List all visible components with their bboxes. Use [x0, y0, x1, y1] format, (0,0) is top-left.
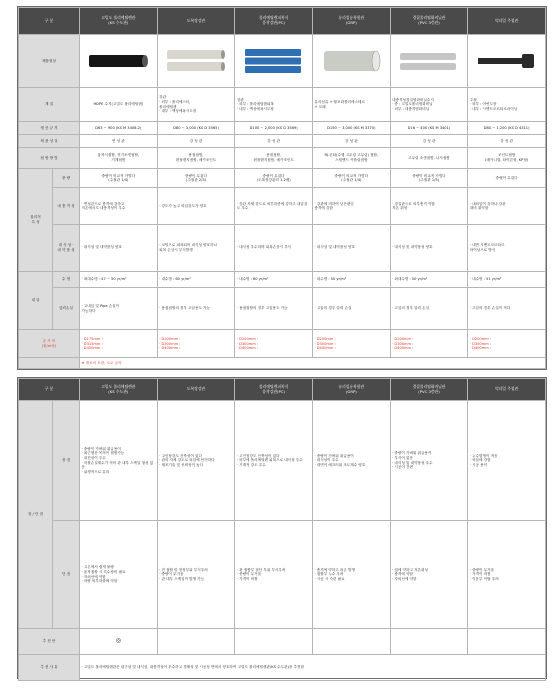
life-grp: · 내수명 : 50 yr/m²	[312, 271, 390, 287]
life-ductile: · 내수명 : 51 yr/m²	[468, 271, 546, 287]
recommend-mark-steel	[157, 629, 235, 655]
recommend-row	[19, 629, 546, 655]
pipe-photo-pe-coated	[235, 34, 313, 87]
corrosion-label: 내 식 성 · 내 약 품 성	[53, 224, 80, 271]
disadvantages-hdpe: · 고온에서 쉽게 불량 · 융착접합 시 특수장비 필요 · 자외선에 약함 · 차량 외부하중에 약함	[80, 521, 158, 629]
price-pvc: · D200mm : · D300mm : · D400mm :	[390, 330, 468, 358]
impact-ductile: · 내외압이 강하나 강관 대비 취약함	[468, 188, 546, 224]
weight-hdpe: 중량이 비교적 가볍다 (주철관 1/4)	[80, 169, 158, 188]
weight-grp: 중량이 비교적 가볍다 (주철관 1/4)	[312, 169, 390, 188]
price-label: 공 사 비 (원/m당)	[19, 330, 80, 358]
advantages-pe-coated: · 고인장강도 신축성이 있다 · 외부에 폴리에틸렌 피복으로 내식성 우수 · 기계적 강도 우수	[235, 401, 313, 521]
advantages-ductile: · 누수발생이 적음 · 외압에 강함 · 시공 용이	[468, 401, 546, 521]
corrosion-steel: · 코팅으로 피복되어 내식성 양호하나 피복 손상시 부식발생	[157, 224, 235, 271]
spec-pe-coated: D100 ~ 2,000 (KS D 3589)	[235, 122, 313, 135]
advantages-row	[19, 401, 546, 521]
disadvantages-row	[19, 521, 546, 629]
pros-cons-label: 장 / 단 점	[19, 401, 53, 629]
header-row-2	[19, 379, 546, 401]
weight-label: 중 량	[53, 169, 80, 188]
advantages-label: 장 점	[53, 401, 80, 521]
header2-col-ductile: 덕타일 주철관	[468, 379, 546, 401]
quality-grp: 강 성 관	[312, 135, 390, 148]
weight-pe-coated: 중량이 무겁다 (도복장강관의 1.2배)	[235, 169, 313, 188]
disadvantages-ductile: · 중량이 무거움 · 가격이 비쌈 · 이음부 이탈 우려	[468, 521, 546, 629]
header-col-steel: 도복장강관	[157, 8, 235, 35]
spec-steel: D80 ~ 3,000 (KS D 3565)	[157, 122, 235, 135]
price-note: ※ 재료비 포함, 도로 굴착	[80, 358, 546, 369]
durability-group-label: 내 압	[19, 271, 53, 330]
pressure-steel: · 용접접합의 경우 고압용도 가능	[157, 287, 235, 330]
corrosion-pvc: · 내식성 및 내약품성 양호	[390, 224, 468, 271]
spec-hdpe: D63 ~ 900 (KS M 3408-2)	[80, 122, 158, 135]
reason-label: 추 천 사 유	[19, 655, 80, 681]
quality-pe-coated: 강 성 관	[235, 135, 313, 148]
weight-pvc: 중량이 비교적 가볍다 (주철관 1/5)	[390, 169, 468, 188]
recommend-mark-ductile	[468, 629, 546, 655]
material-hdpe: HDPE 수지(고밀도 폴리에틸렌)	[80, 88, 158, 122]
header-col-ductile: 덕타일 주철관	[468, 8, 546, 35]
corrosion-hdpe: · 내식성 및 내약품성 양호	[80, 224, 158, 271]
life-steel: · 내수명 : 60 yr/m²	[157, 271, 235, 287]
material-grp: 유리섬유 + 불포화폴리에스테르 + 모래	[312, 88, 390, 122]
price-steel: · D200mm : · D300mm : · D400mm :	[157, 330, 235, 358]
header2-col-pe-coated: 폴리에틸렌피복식 융착강관(PC)	[235, 379, 313, 401]
disadvantages-grp: · 충격에 약하고 파손 발생 · 접합부 누수 우려 · 시공 시 숙련 필요	[312, 521, 390, 629]
material-pvc: 내충격성경질염화비닐수지 · 중 : 고밀도폴리염화비닐 · 외부 : 내충격염화비닐	[390, 88, 468, 122]
corrosion-grp: · 내식성 및 내약품성 양호	[312, 224, 390, 271]
joint-grp: RJ 콘타(수행 고무링 고무링) 접합, 스틸밴드 커플링접합	[312, 147, 390, 168]
spec-label: 생 산 규 격	[19, 122, 80, 135]
header-gubun-2: 구 분	[19, 379, 80, 401]
joint-pe-coated: 용접접합, 편플랜지접합, 메카조인트	[235, 147, 313, 168]
note-row	[19, 358, 546, 369]
disadvantages-pvc: · 열에 약하고 저온취성 · 충격에 약함 · 자외선에 약함	[390, 521, 468, 629]
pressure-ductile: · 고압의 경우 손실이 적다	[468, 287, 546, 330]
pressure-label: 압력손실	[53, 287, 80, 330]
quality-row	[19, 135, 546, 148]
joint-steel: 용접접합, 편플랜지접합, 메카조인트	[157, 147, 235, 168]
joint-label: 접 합 방 법	[19, 147, 80, 168]
pipe-photo-grp	[312, 34, 390, 87]
life-label: 수 명	[53, 271, 80, 287]
pressure-pe-coated: · 용접접합의 경우 고압용도 가능	[235, 287, 313, 330]
pressure-hdpe: · 고내압 및 Pipe 손실이 가능하다	[80, 287, 158, 330]
spec-pvc: D16 ~ 400 (KS M 3401)	[390, 122, 468, 135]
joint-ductile: 조인트접합 (메카니컬, 타이튼형, KP형)	[468, 147, 546, 168]
life-pvc: · 최대수명 : 50 yr/m²	[390, 271, 468, 287]
quality-pvc: 강 성 관	[390, 135, 468, 148]
material-row	[19, 88, 546, 122]
price-row	[19, 330, 546, 358]
pressure-grp: · 고압의 경우 압력 손실	[312, 287, 390, 330]
impact-steel: · 강도가 높고 외압강도가 양호	[157, 188, 235, 224]
price-pe-coated: · D200mm : · D300mm : · D400mm :	[235, 330, 313, 358]
material-label: 재 질	[19, 88, 80, 122]
pressure-row	[19, 287, 546, 330]
header2-col-steel: 도복장강관	[157, 379, 235, 401]
physical-group-label: 물리적 특 성	[19, 169, 53, 272]
material-pe-coated: 강관 · 외부 : 폴리에틸렌피복 · 내부 : 액상에폭시도장	[235, 88, 313, 122]
header-col-pe-coated: 폴리에틸렌피복식 융착강관(PC)	[235, 8, 313, 35]
life-row	[19, 271, 546, 287]
impact-row	[19, 188, 546, 224]
life-pe-coated: · 내수명 : 60 yr/m²	[235, 271, 313, 287]
pipe-photo-ductile	[468, 34, 546, 87]
joint-hdpe: 융착식접합, 전기소켓접합, 기계접합	[80, 147, 158, 168]
recommend-label: 추 천 안	[19, 629, 80, 655]
disadvantages-label: 단 점	[53, 521, 80, 629]
joint-pvc: 고무링 소켓접합, 나사접합	[390, 147, 468, 168]
pressure-pvc: · 고압의 경우 압력 손실	[390, 287, 468, 330]
disadvantages-pe-coated: · 관 접합부 절단 부위 부식우려 · 중량이 무거움 · 가격이 비쌈	[235, 521, 313, 629]
joint-row	[19, 147, 546, 168]
impact-hdpe: · 연성관으로 충격에 강하고 저온에서도 내충격성이 우수	[80, 188, 158, 224]
reason-text: · 고밀도 폴리에틸렌관은 내구성 및 내식성, 내충격성이 우수하고 경제성 및 시공성 면에서 양호하여 고밀도 폴리에틸렌관(KS 수도관)을 추천함	[80, 655, 546, 681]
quality-ductile: 강 성 관	[468, 135, 546, 148]
quality-hdpe: 연 성 관	[80, 135, 158, 148]
header-gubun: 구 분	[19, 8, 80, 35]
impact-grp: · 강관에 비하여 낮은편임 충격에 강함	[312, 188, 390, 224]
header-row	[19, 8, 546, 35]
photo-row	[19, 34, 546, 87]
recommend-mark-pvc	[390, 629, 468, 655]
corrosion-ductile: · 내면 시멘트모르타르 라이닝으로 방식	[468, 224, 546, 271]
header-col-pvc: 경질폴리염화비닐관 (PVC 3층관)	[390, 8, 468, 35]
weight-ductile: 중량이 무겁다	[468, 169, 546, 188]
disadvantages-steel: · 전 접합 및 현장부위 부식우려 · 중량이 무거움 · 관 내부 스케일이 발생 가능	[157, 521, 235, 629]
header2-col-hdpe: 고밀도 폴리에틸렌관 (KS 수도관)	[80, 379, 158, 401]
header2-col-pvc: 경질폴리염화비닐관 (PVC 3층관)	[390, 379, 468, 401]
comparison-table-bottom	[17, 377, 547, 679]
weight-steel: 중량이 무겁다 (주철관 2/3)	[157, 169, 235, 188]
recommend-mark-pe-coated	[235, 629, 313, 655]
comparison-table-top	[17, 6, 547, 370]
pipe-photo-pvc	[390, 34, 468, 87]
impact-pe-coated: · 강관 자체 강도로 외부하중에 강하고 내압강도 우수	[235, 188, 313, 224]
life-hdpe: · 최대수명 : 47 ~ 50 yr/m²	[80, 271, 158, 287]
price-hdpe: · D175mm : · D315mm : · D400mm :	[80, 330, 158, 358]
corrosion-row	[19, 224, 546, 271]
advantages-grp: · 중량이 가벼워 취급용이 · 내식성이 우수 · 내면이 매끄러워 조도계수 양호	[312, 401, 390, 521]
advantages-pvc: · 중량이 가벼워 취급용이 · 부식이 없음 · 내식성 및 내약품성 우수 · 시공이 간편	[390, 401, 468, 521]
recommend-mark-grp	[312, 629, 390, 655]
photo-label: 제품형상	[19, 34, 80, 87]
quality-label: 제 품 성 질	[19, 135, 80, 148]
quality-steel: 강 성 관	[157, 135, 235, 148]
impact-pvc: · 경질관으로 외부충격 약함 저온 취성	[390, 188, 468, 224]
material-steel: 강관 · 외부 : 폴리에스터, 폴리에틸렌 · 내부 : 액상에폭시도장	[157, 88, 235, 122]
reason-row	[19, 655, 546, 681]
advantages-steel: · 고인장강도 신축성이 있다 · 관의 자체 강도로 외압에 안전하다 · 제조기술 및 신뢰성이 높다	[157, 401, 235, 521]
spec-ductile: D80 ~ 1,200 (KS D 4311)	[468, 122, 546, 135]
weight-row	[19, 169, 546, 188]
price-grp: · D200mm : · D300mm : · D400mm :	[312, 330, 390, 358]
header-col-hdpe: 고밀도 폴리에틸렌관 (KS 수도관)	[80, 8, 158, 35]
advantages-hdpe: · 중량이 가벼워 취급용이 · 최근생산 목적이 접합가능 · 내진성이 우수 · 마찰손실계수가 적어 관 내부 스케일 형성 없음 · 위생적으로 유리	[80, 401, 158, 521]
pipe-photo-hdpe	[80, 34, 158, 87]
header2-col-grp: 유리섬유복합관 (GRP)	[312, 379, 390, 401]
price-ductile: · D200mm : · D300mm : · D400mm :	[468, 330, 546, 358]
recommend-mark-hdpe: ◎	[80, 629, 158, 655]
pipe-photo-steel	[157, 34, 235, 87]
spec-row	[19, 122, 546, 135]
impact-label: 내 충 격 성	[53, 188, 80, 224]
material-ductile: 주철 · 외부 : 아연도장 · 내부 : 시멘트모르타르라이닝	[468, 88, 546, 122]
header-col-grp: 유리섬유복합관 (GRP)	[312, 8, 390, 35]
corrosion-pe-coated: · 내식성 우수하며 피복손상시 부식	[235, 224, 313, 271]
spec-grp: D150 ~ 3,000 (KS M 3370)	[312, 122, 390, 135]
